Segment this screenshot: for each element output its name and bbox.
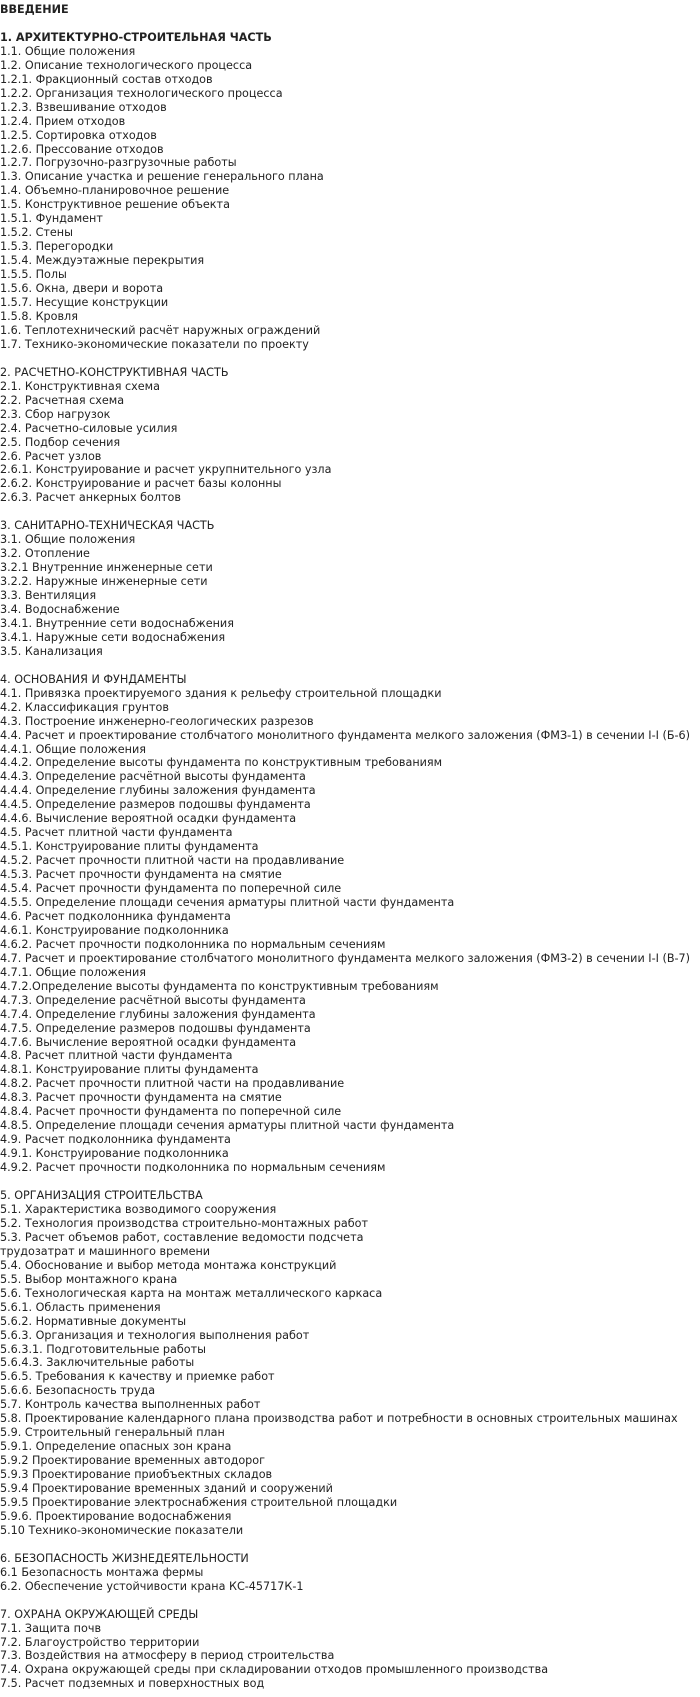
toc-entry: 4.6. Расчет подколонника фундамента <box>0 909 231 923</box>
toc-entry: 5.1. Характеристика возводимого сооружения <box>0 1202 277 1216</box>
toc-entry: 5.6.4.3. Заключительные работы <box>0 1356 195 1370</box>
blank-line <box>0 505 700 519</box>
toc-entry: 5.3. Расчет объемов работ, составление ведомости подсчета <box>0 1230 364 1244</box>
toc-entry: 1.2.4. Прием отходов <box>0 114 126 128</box>
toc-entry: 4. ОСНОВАНИЯ И ФУНДАМЕНТЫ <box>0 672 187 686</box>
toc-entry: 2.3. Сбор нагрузок <box>0 407 111 421</box>
toc-entry: 3.3. Вентиляция <box>0 589 97 603</box>
toc-entry: 5.6.6. Безопасность труда <box>0 1384 156 1398</box>
toc-entry: 1.5.7. Несущие конструкции <box>0 296 169 310</box>
toc-entry: 1.2. Описание технологического процесса <box>0 58 253 72</box>
toc-entry: 4.7.4. Определение глубины заложения фундамента <box>0 1007 316 1021</box>
toc-entry: 5.9.4 Проектирование временных зданий и сооружений <box>0 1482 333 1496</box>
toc-entry: 5.6.3.1. Подготовительные работы <box>0 1342 206 1356</box>
toc-entry: 1.1. Общие положения <box>0 44 136 58</box>
toc-entry: 5.9.3 Проектирование приобъектных складов <box>0 1468 273 1482</box>
toc-entry: 3.2.2. Наружные инженерные сети <box>0 575 208 589</box>
toc-entry: 5.4. Обоснование и выбор метода монтажа конструкций <box>0 1258 337 1272</box>
toc-entry: 3.1. Общие положения <box>0 533 136 547</box>
toc-entry: 3.2. Отопление <box>0 547 90 561</box>
toc-entry: 4.7.6. Вычисление вероятной осадки фундамента <box>0 1035 297 1049</box>
toc-entry: 5.6. Технологическая карта на монтаж металлического каркаса <box>0 1286 383 1300</box>
toc-entry: 7.1. Защита почв <box>0 1621 102 1635</box>
toc-entry: 3. САНИТАРНО-ТЕХНИЧЕСКАЯ ЧАСТЬ <box>0 519 215 533</box>
toc-entry: 5.9.2 Проектирование временных автодорог <box>0 1454 265 1468</box>
toc-entry: 4.9. Расчет подколонника фундамента <box>0 1133 231 1147</box>
toc-entry: 2.6.2. Конструирование и расчет базы колонны <box>0 477 282 491</box>
toc-entry: 1.5.8. Кровля <box>0 309 78 323</box>
blank-line <box>0 659 700 673</box>
toc-entry: 2. РАСЧЕТНО-КОНСТРУКТИВНАЯ ЧАСТЬ <box>0 365 229 379</box>
toc-entry: 4.4. Расчет и проектирование столбчатого монолитного фундамента мелкого заложения (ФМЗ-1) в сечении I-I (Б-6) <box>0 728 691 742</box>
toc-entry: 6.2. Обеспечение устойчивости крана КС-45717К-1 <box>0 1579 304 1593</box>
toc-entry: 1.3. Описание участка и решение генерального плана <box>0 170 324 184</box>
toc-entry: 1.5.5. Полы <box>0 268 67 282</box>
toc-entry: 4.4.1. Общие положения <box>0 742 146 756</box>
toc-entry: 4.4.5. Определение размеров подошвы фундамента <box>0 798 311 812</box>
toc-entry: 7.5. Расчет подземных и поверхностных вод <box>0 1677 265 1691</box>
toc-entry: 2.6.1. Конструирование и расчет укрупнительного узла <box>0 463 332 477</box>
toc-entry: 2.1. Конструктивная схема <box>0 379 160 393</box>
toc-entry: 4.4.6. Вычисление вероятной осадки фундамента <box>0 812 297 826</box>
section-heading: 1. АРХИТЕКТУРНО-СТРОИТЕЛЬНАЯ ЧАСТЬ <box>0 30 272 44</box>
toc-entry: 7. ОХРАНА ОКРУЖАЮЩЕЙ СРЕДЫ <box>0 1607 199 1621</box>
toc-entry: 2.2. Расчетная схема <box>0 393 125 407</box>
toc-entry: 4.1. Привязка проектируемого здания к рельефу строительной площадки <box>0 686 442 700</box>
toc-entry: 4.2. Классификация грунтов <box>0 700 169 714</box>
blank-line <box>0 1538 700 1552</box>
toc-entry: 5.10 Технико-экономические показатели <box>0 1523 244 1537</box>
toc-entry: 1.4. Объемно-планировочное решение <box>0 184 230 198</box>
toc-entry: 4.5.5. Определение площади сечения арматуры плитной части фундамента <box>0 896 455 909</box>
toc-entry: 1.2.1. Фракционный состав отходов <box>0 72 213 86</box>
toc-entry: 4.3. Построение инженерно-геологических разрезов <box>0 714 314 728</box>
toc-entry: 5.6.2. Нормативные документы <box>0 1314 187 1328</box>
toc-entry: 5.9.5 Проектирование электроснабжения строительной площадки <box>0 1495 398 1509</box>
toc-entry: 3.2.1 Внутренние инженерные сети <box>0 561 213 575</box>
blank-line <box>0 17 700 31</box>
toc-entry: 1.5.3. Перегородки <box>0 240 114 254</box>
toc-entry: 3.4.1. Внутренние сети водоснабжения <box>0 616 234 630</box>
toc-entry: 4.5.3. Расчет прочности фундамента на смятие <box>0 868 282 882</box>
toc-entry: 7.2. Благоустройство территории <box>0 1635 200 1649</box>
blank-line <box>0 352 700 366</box>
blank-line <box>0 1175 700 1189</box>
toc-entry: 2.6.3. Расчет анкерных болтов <box>0 491 181 505</box>
toc-entry: 1.2.6. Прессование отходов <box>0 142 164 156</box>
toc-entry: 5.9. Строительный генеральный план <box>0 1426 225 1440</box>
toc-entry: 1.6. Теплотехнический расчёт наружных ограждений <box>0 323 321 337</box>
toc-entry: 1.2.5. Сортировка отходов <box>0 128 157 142</box>
toc-entry: 1.5.4. Междуэтажные перекрытия <box>0 254 205 268</box>
toc-entry: 2.6. Расчет узлов <box>0 449 102 463</box>
toc-entry: 4.8. Расчет плитной части фундамента <box>0 1049 233 1063</box>
toc-entry: 4.4.2. Определение высоты фундамента по конструктивным требованиям <box>0 756 443 770</box>
toc-entry: 6. БЕЗОПАСНОСТЬ ЖИЗНЕДЕЯТЕЛЬНОСТИ <box>0 1551 249 1565</box>
toc-entry: 5. ОРГАНИЗАЦИЯ СТРОИТЕЛЬСТВА <box>0 1189 203 1203</box>
toc-entry: 4.9.1. Конструирование подколонника <box>0 1147 229 1161</box>
toc-entry: 5.8. Проектирование календарного плана производства работ и потребности в основных строительных машинах <box>0 1412 678 1426</box>
toc-entry: 5.6.1. Область применения <box>0 1300 161 1314</box>
toc-entry: 4.7.3. Определение расчётной высоты фундамента <box>0 993 306 1007</box>
toc-entry: 1.5.6. Окна, двери и ворота <box>0 282 164 296</box>
toc-entry: 4.7. Расчет и проектирование столбчатого монолитного фундамента мелкого заложения (ФМЗ-2) в сечении I-I (В-7) <box>0 951 691 965</box>
toc-entry: 1.2.2. Организация технологического процесса <box>0 86 283 100</box>
toc-entry: 7.3. Воздействия на атмосферу в период строительства <box>0 1649 335 1663</box>
toc-entry: 4.8.1. Конструирование плиты фундамента <box>0 1063 259 1077</box>
toc-entry: 5.9.1. Определение опасных зон крана <box>0 1440 232 1454</box>
toc-entry: 1.5.1. Фундамент <box>0 212 103 226</box>
section-heading: ВВЕДЕНИЕ <box>0 3 69 16</box>
toc-entry: 4.7.1. Общие положения <box>0 965 146 979</box>
toc-entry: 4.9.2. Расчет прочности подколонника по нормальным сечениям <box>0 1161 386 1175</box>
toc-entry: 4.5.4. Расчет прочности фундамента по поперечной силе <box>0 882 342 896</box>
toc-entry: 1.5.2. Стены <box>0 226 73 240</box>
toc-entry: 5.2. Технология производства строительно-монтажных работ <box>0 1216 368 1230</box>
toc-entry: 3.5. Канализация <box>0 644 103 658</box>
toc-entry: 2.4. Расчетно-силовые усилия <box>0 421 178 435</box>
toc-entry: 5.9.6. Проектирование водоснабжения <box>0 1509 232 1523</box>
toc-entry: 3.4. Водоснабжение <box>0 602 120 616</box>
toc-entry: 4.8.3. Расчет прочности фундамента на смятие <box>0 1091 282 1105</box>
toc-entry: 1.2.7. Погрузочно-разгрузочные работы <box>0 156 237 170</box>
toc-entry: 5.7. Контроль качества выполненных работ <box>0 1398 261 1412</box>
toc-entry: 1.5. Конструктивное решение объекта <box>0 198 230 212</box>
toc-entry: 1.2.3. Взвешивание отходов <box>0 100 167 114</box>
toc-entry: трудозатрат и машинного времени <box>0 1244 211 1258</box>
toc-entry: 4.6.1. Конструирование подколонника <box>0 923 229 937</box>
toc-entry: 5.5. Выбор монтажного крана <box>0 1272 178 1286</box>
toc-entry: 4.4.3. Определение расчётной высоты фундамента <box>0 770 306 784</box>
toc-entry: 4.5. Расчет плитной части фундамента <box>0 826 233 840</box>
toc-entry: 4.6.2. Расчет прочности подколонника по нормальным сечениям <box>0 937 386 951</box>
toc-entry: 4.8.2. Расчет прочности плитной части на продавливание <box>0 1077 345 1091</box>
toc-entry: 4.8.5. Определение площади сечения арматуры плитной части фундамента <box>0 1119 455 1133</box>
toc-entry: 2.5. Подбор сечения <box>0 435 121 449</box>
toc-entry: 5.6.3. Организация и технология выполнения работ <box>0 1328 310 1342</box>
toc-entry: 4.5.2. Расчет прочности плитной части на продавливание <box>0 854 345 868</box>
toc-entry: 4.4.4. Определение глубины заложения фундамента <box>0 784 316 798</box>
toc-entry: 3.4.1. Наружные сети водоснабжения <box>0 630 226 644</box>
toc-entry: 4.8.4. Расчет прочности фундамента по поперечной силе <box>0 1105 342 1119</box>
toc-entry: 7.4. Охрана окружающей среды при складировании отходов промышленного производства <box>0 1663 549 1677</box>
toc-entry: 1.7. Технико-экономические показатели по проекту <box>0 337 309 351</box>
blank-line <box>0 1594 700 1608</box>
toc-entry: 4.7.5. Определение размеров подошвы фундамента <box>0 1021 311 1035</box>
toc-entry: 5.6.5. Требования к качеству и приемке работ <box>0 1370 275 1384</box>
toc-entry: 6.1 Безопасность монтажа фермы <box>0 1565 204 1579</box>
toc-entry: 4.5.1. Конструирование плиты фундамента <box>0 840 259 854</box>
toc-entry: 4.7.2.Определение высоты фундамента по конструктивным требованиям <box>0 979 439 993</box>
